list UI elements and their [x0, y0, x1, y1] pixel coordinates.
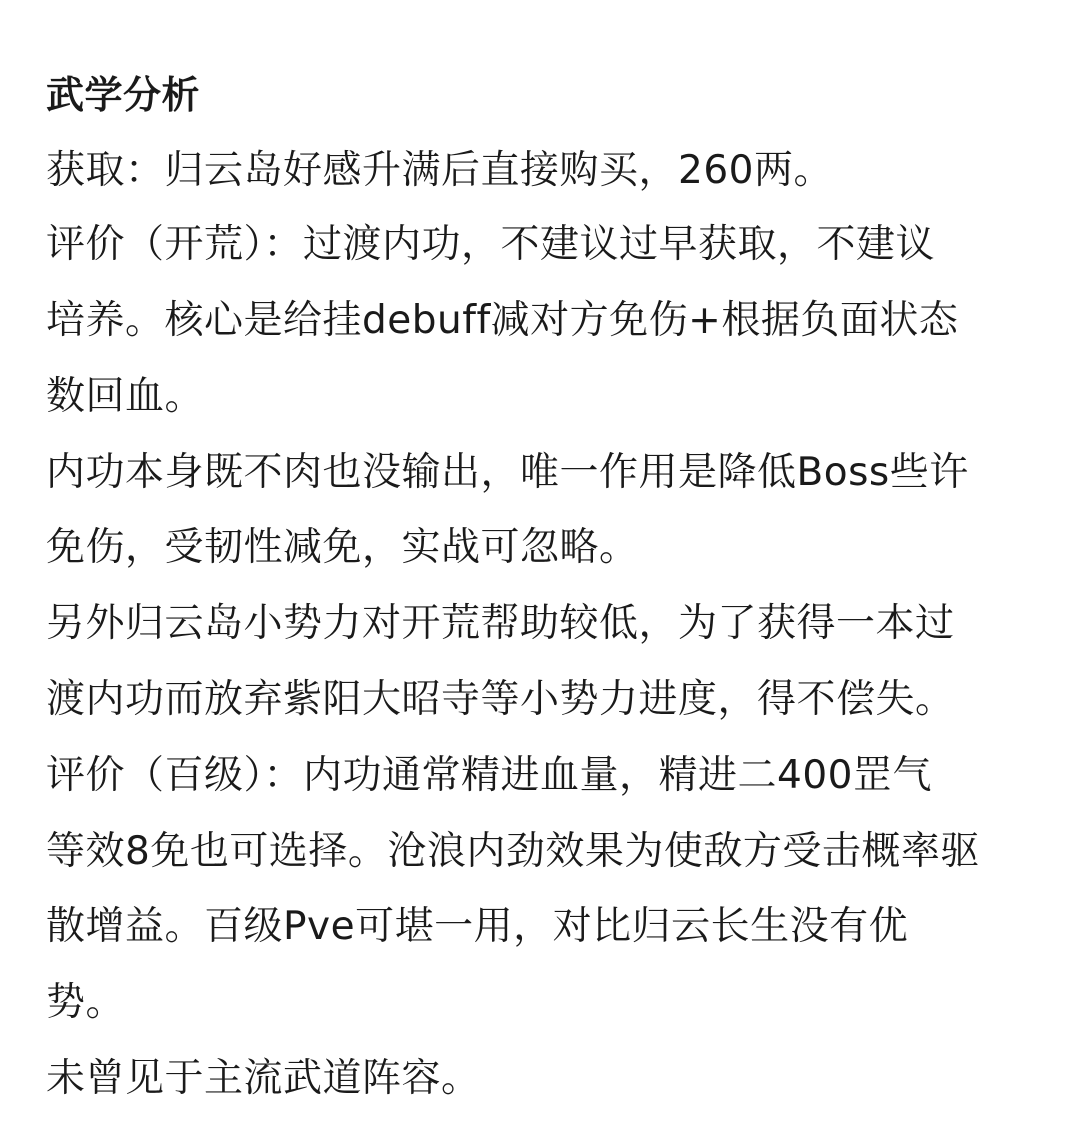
text-line-acquire: 获取：归云岛好感升满后直接购买，260两。 — [46, 148, 833, 193]
text-line: 散增益。百级Pve可堪一用，对比归云长生没有优 — [46, 904, 909, 949]
text-line: 数回血。 — [46, 374, 205, 419]
text-line-late-rating: 评价（百级）：内功通常精进血量，精进二400罡气 — [46, 753, 932, 798]
text-line-conclusion: 未曾见于主流武道阵容。 — [46, 1056, 481, 1101]
text-line: 另外归云岛小势力对开荒帮助较低，为了获得一本过 — [46, 601, 955, 646]
text-line: 培养。核心是给挂debuff减对方免伤+根据负面状态 — [46, 298, 959, 343]
text-line-early-rating: 评价（开荒）：过渡内功，不建议过早获取，不建议 — [46, 222, 936, 267]
text-line: 等效8免也可选择。沧浪内劲效果为使敌方受击概率驱 — [46, 829, 980, 874]
text-line: 内功本身既不肉也没输出，唯一作用是降低Boss些许 — [46, 450, 969, 495]
text-line: 免伤，受韧性减免，实战可忽略。 — [46, 525, 639, 570]
text-line: 势。 — [46, 980, 126, 1025]
article-heading: 武学分析 — [46, 73, 201, 117]
text-line: 渡内功而放弃紫阳大昭寺等小势力进度，得不偿失。 — [46, 677, 955, 722]
